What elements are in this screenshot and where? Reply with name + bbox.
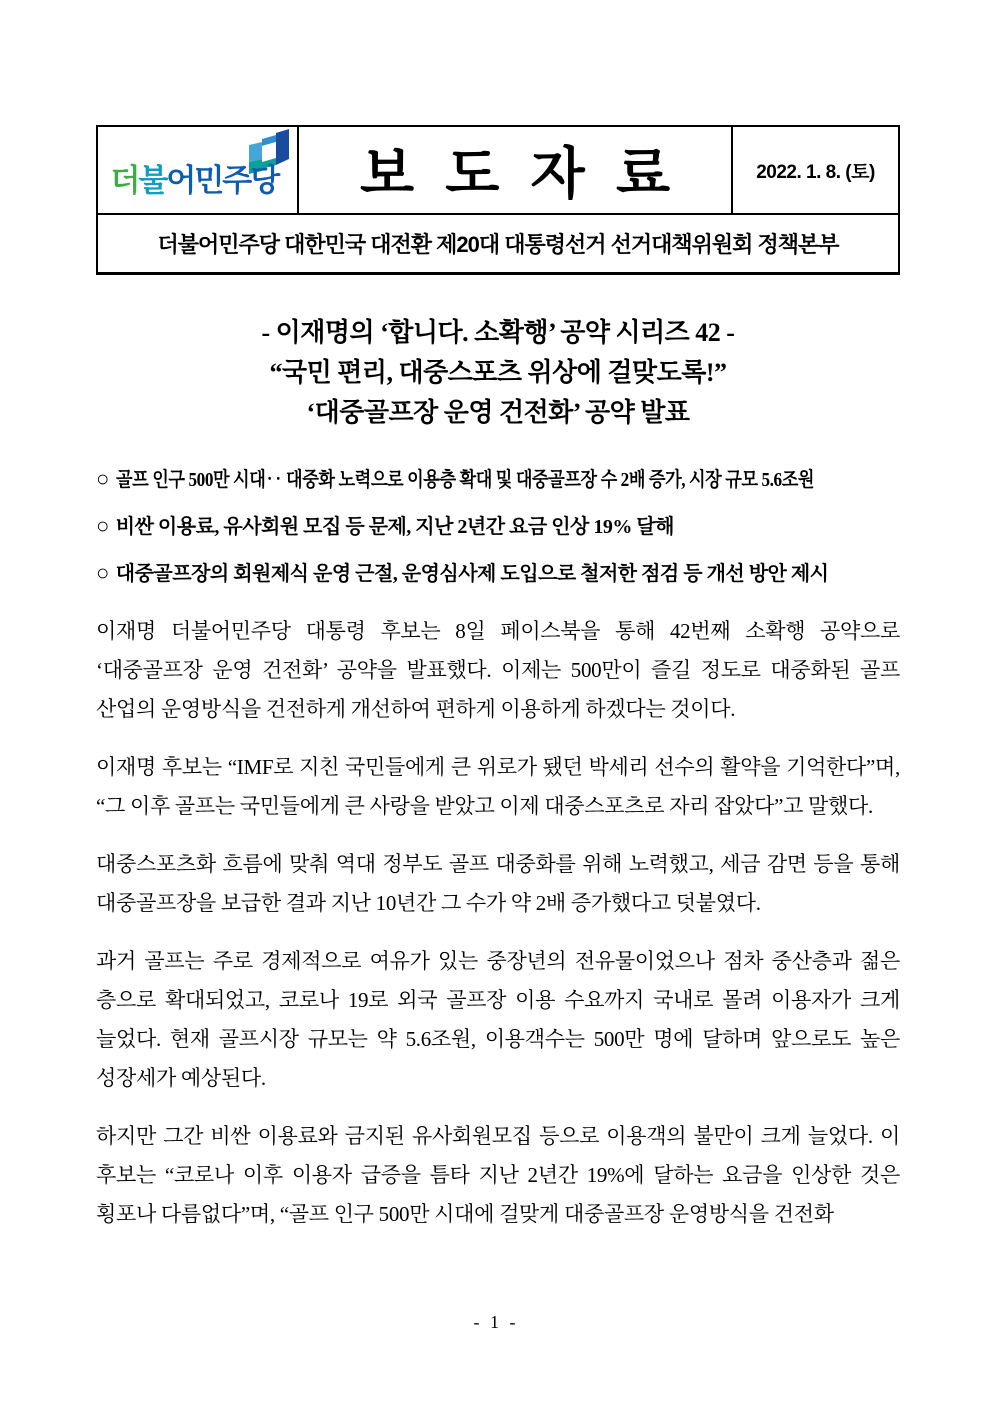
page-content [96,125,900,1253]
header-table [96,125,900,275]
headline-line1: - 이재명의 ‘합니다. 소확행’ 공약 시리즈 42 - [261,318,735,347]
issuing-organization: 더불어민주당 대한민국 대전환 제20대 대통령선거 선거대책위원회 정책본부 [157,232,839,257]
headline [96,313,900,433]
logo-text-part1: 더 [110,163,139,198]
document-type-cell [299,127,733,213]
body-paragraph: 이재명 후보는 “IMF로 지친 국민들에게 큰 위로가 됐던 박세리 선수의 활약을 기억한다”며, “그 이후 골프는 국민들에게 큰 사랑을 받았고 이제 대중스포츠로 자리 잡았다”고 말했다. [96,755,900,818]
header-row-main [98,127,898,215]
bullet-text: 비싼 이용료, 유사회원 모집 등 문제, 지난 2년간 요금 인상 19% 달해 [115,516,674,538]
party-logo-text [111,155,279,200]
bullet-circle-icon: ○ [96,560,109,585]
summary-bullets [96,456,900,597]
body-paragraph: 하지만 그간 비싼 이용료와 금지된 유사회원모집 등으로 이용객의 불만이 크게 늘었다. 이 후보는 “코로나 이후 이용자 급증을 틈타 지난 2년간 19%에 달하는 요금을 인상한 것은 횡포나 다름없다”며, “골프 인구 500만 시대에 걸맞게 대중골프장 운영방식을 건전화 [96,1124,900,1226]
summary-bullet [96,550,900,597]
bullet-text: 골프 인구 500만 시대‥ 대중화 노력으로 이용층 확대 및 대중골프장 수 2배 증가, 시장 규모 5.6조원 [115,469,814,491]
party-logo-cell [98,127,299,213]
bullet-text: 대중골프장의 회원제식 운영 근절, 운영심사제 도입으로 철저한 점검 등 개선 방안 제시 [115,563,829,585]
body-paragraph: 과거 골프는 주로 경제적으로 여유가 있는 중장년의 전유물이었으나 점차 중산층과 젊은 층으로 확대되었고, 코로나 19로 외국 골프장 이용 수요까지 국내로 몰려 이용자가 크게 늘었다. 현재 골프시장 규모는 약 5.6조원, 이용객수는 500만 명에 달하며 앞으로도 높은 성장세가 예상된다. [96,949,900,1090]
summary-bullet [96,503,900,550]
page-number: - 1 - [473,1312,519,1332]
bullet-circle-icon: ○ [96,513,109,538]
party-logo [109,132,287,208]
body-text [96,612,900,1234]
release-date: 2022. 1. 8. (토) [756,161,875,183]
summary-bullet [96,456,900,503]
document-type-title: 보 도 자 료 [359,142,678,205]
logo-text-part2: 불 [138,163,167,198]
logo-text-part3: 어민주당 [166,163,279,198]
body-paragraph: 대중스포츠화 흐름에 맞춰 역대 정부도 골프 대중화를 위해 노력했고, 세금 감면 등을 통해 대중골프장을 보급한 결과 지난 10년간 그 수가 약 2배 증가했다고 덧붙였다. [96,852,900,915]
headline-line3: ‘대중골프장 운영 건전화’ 공약 발표 [306,398,690,427]
body-paragraph: 이재명 더불어민주당 대통령 후보는 8일 페이스북을 통해 42번째 소확행 공약으로 ‘대중골프장 운영 건전화’ 공약을 발표했다. 이제는 500만이 즐길 정도로 대중화된 골프 산업의 운영방식을 건전하게 개선하여 편하게 이용하게 하겠다는 것이다. [96,619,900,721]
bullet-circle-icon: ○ [96,466,109,491]
headline-line2: “국민 편리, 대중스포츠 위상에 걸맞도록!” [269,358,727,387]
